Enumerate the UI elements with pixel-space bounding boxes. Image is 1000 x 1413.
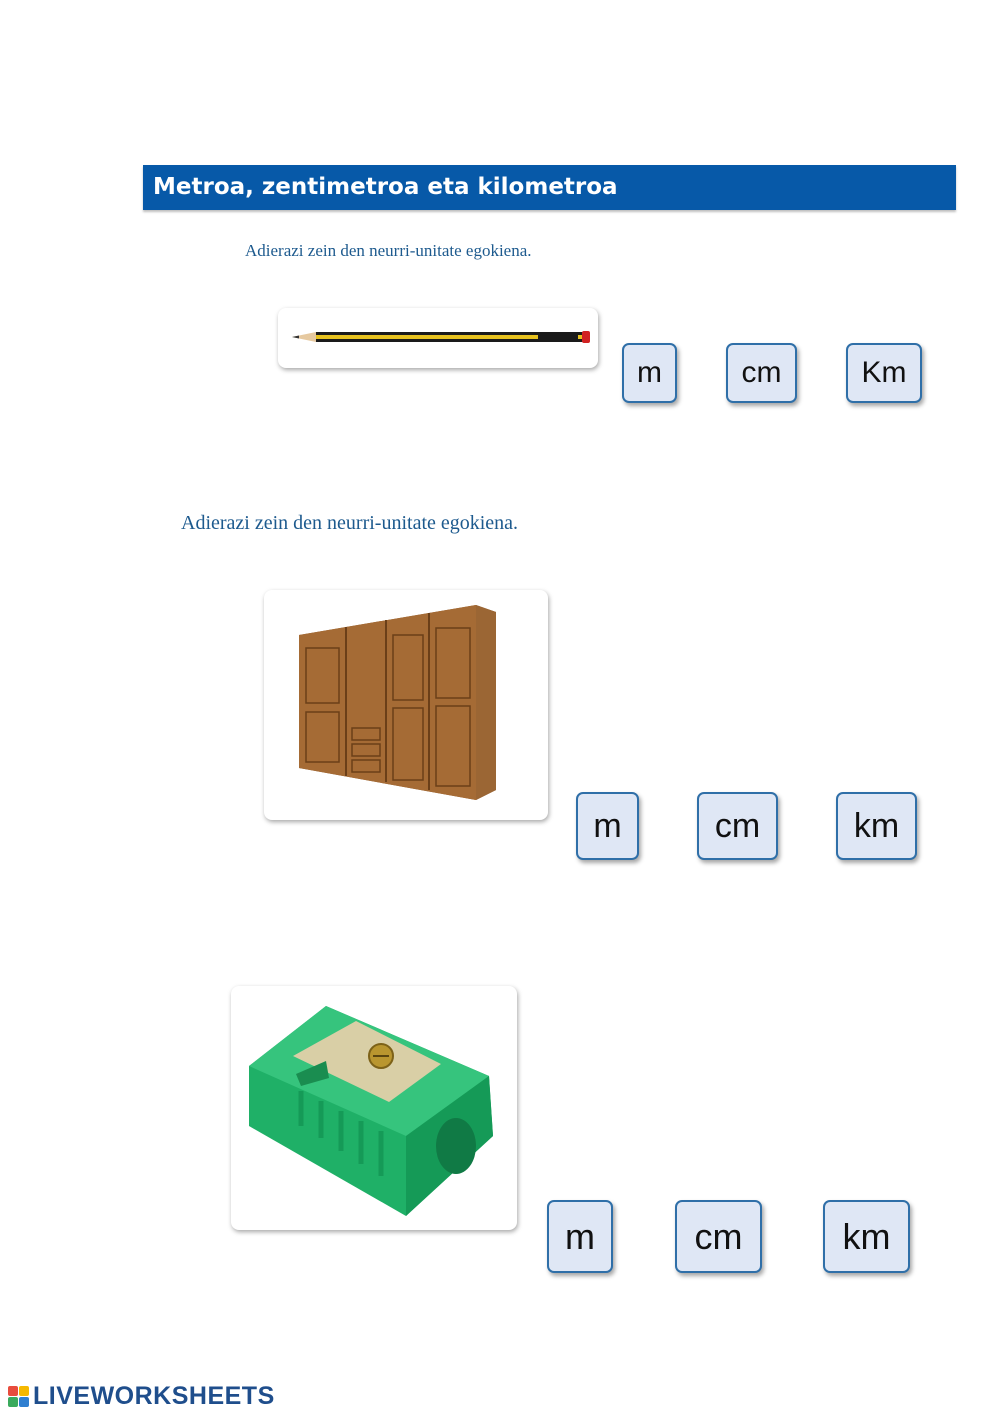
pencil-sharpener-icon <box>231 986 517 1230</box>
footer-brand: LIVEWORKSHEETS <box>33 1381 275 1410</box>
option-cm-1[interactable]: cm <box>726 343 797 403</box>
sharpener-image-card <box>231 986 517 1230</box>
option-km-2[interactable]: km <box>836 792 917 860</box>
option-m-2[interactable]: m <box>576 792 639 860</box>
page-title: Metroa, zentimetroa eta kilometroa <box>143 165 956 210</box>
option-km-1[interactable]: Km <box>846 343 922 403</box>
option-km-3[interactable]: km <box>823 1200 910 1273</box>
option-m-1[interactable]: m <box>622 343 677 403</box>
option-cm-3[interactable]: cm <box>675 1200 762 1273</box>
instruction-1: Adierazi zein den neurri-unitate egokiena. <box>245 241 532 260</box>
liveworksheets-logo-icon <box>8 1386 29 1407</box>
wardrobe-image-card <box>264 590 548 820</box>
footer-logo[interactable] <box>8 1381 275 1411</box>
wardrobe-icon <box>264 590 548 820</box>
option-cm-2[interactable]: cm <box>697 792 778 860</box>
pencil-image-card <box>278 308 598 368</box>
instruction-2: Adierazi zein den neurri-unitate egokiena. <box>181 512 519 534</box>
pencil-icon <box>278 308 598 368</box>
option-m-3[interactable]: m <box>547 1200 613 1273</box>
